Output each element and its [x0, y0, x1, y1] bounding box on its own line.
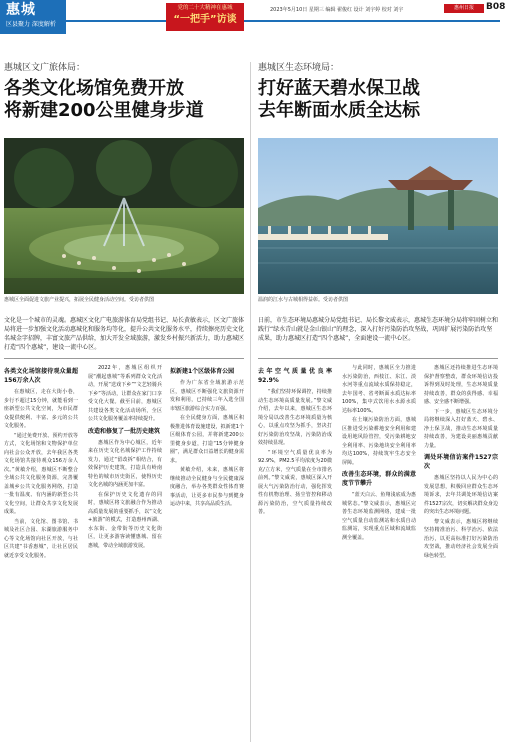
left-paragraph: 在惠城区，走在大街小巷，步行不超过15分钟，就能看到一座新型公共文化空间，为市民群众提供便利、丰富、多元的公共文化服务。 — [4, 389, 78, 429]
right-body-column-1 — [258, 364, 332, 744]
column-banner — [166, 3, 244, 31]
left-paragraph: 2022年，惠城区组织开展“潮起惠城”等系列群众文化活动，开展“送戏下乡”“文艺轻骑兵下乡”等活动，让群众在家门口享受文化大餐。截至目前，惠城区共建设各类文化活动场所，全区公共文化服务覆盖率持续提升。 — [88, 365, 162, 422]
issue-meta: 2023年5月10日 星期三 编辑 翟俊红 设计 刘宇婷 校对 刘宇 — [270, 7, 404, 13]
left-paragraph: 在全民健身方面，惠城区积极推进体育设施建设，拟新建1个区级体育公园，并将新建200公里健身步道，打造“15分钟健身圈”，满足群众日益增长的健身需求。 — [170, 415, 244, 464]
right-kicker: 惠城区生态环境局： — [258, 63, 340, 73]
left-body-column-1 — [4, 364, 78, 744]
section-logo-title: 惠城 — [6, 2, 36, 18]
right-paragraph: “我们坚持环保调控，持续推动生态环境高质量发展。”黎文威介绍，去年以来，惠城区生态环境分局以改善生态环境质量为核心，以重点攻坚为抓手，坚决打好污染防治攻坚战，污染防治成效持续显现。 — [258, 389, 332, 446]
left-photo-caption: 惠城区全面促进文旅产业提兴，拓展全民健身活动空间。受访者供图 — [4, 297, 155, 303]
right-article-header — [258, 62, 498, 122]
left-article-header — [4, 62, 244, 122]
right-article-photo — [258, 138, 498, 294]
left-kicker: 惠城区文广旅体局： — [4, 63, 86, 73]
left-lead-divider — [4, 358, 244, 359]
left-subheading-2: 改造和修复了一批历史建筑 — [88, 427, 161, 435]
left-headline-line-1: 各类文化场馆免费开放 — [4, 78, 184, 99]
left-paragraph: 在保护历史文化遗存的同时，惠城区将文旅融合作为推动高质量发展的重要抓手，以“文化+旅游”的模式，打造惠州西湖、水东街、金带街等历史文化街区，让更多游客读懂惠城、留在惠城，带动全域旅游发展。 — [88, 491, 162, 549]
left-paragraph: 当前，文化馆、图书馆、书城及社区合园、东湖旅游服务中心等文化场馆向社区开放，与社区共建“书香惠城”，让社区居民就近享受文化服务。 — [4, 518, 78, 559]
column-banner-subtitle: 党的二十大精神在惠城 — [177, 5, 233, 11]
right-paragraph: “蓝天白云、鱼翔浅底成为惠城常态。”黎文威表示，惠城区完善生态环境监测网络，建成一批空气质量自动监测站和水质自动监测站，实现重点区域和流域监测全覆盖。 — [342, 492, 416, 541]
right-paragraph: 惠城区还持续推进生态环境保护督察整改，群众环境信访投诉得到及时处理，生态环境质量持续改善，群众的获得感、幸福感、安全感不断增强。 — [424, 365, 498, 405]
right-lead-paragraph: 日前，市生态环境局惠城分局党组书记、局长黎文威表示，惠城生态环境分局将牢固树立和践行“绿水青山就是金山银山”的理念，深入打好污染防治攻坚战，巩固扩展污染防治攻坚成果，助力惠城区打造“四个惠城”，全面建设一流中心区。 — [258, 317, 499, 342]
right-lead-divider — [258, 358, 498, 359]
left-headline-line-2: 将新建200公里健身步道 — [4, 100, 204, 121]
left-paragraph: 黄敏介绍，未来，惠城区将继续推动全民健身与全民健康深度融合，举办各类群众性体育赛事活动，让更多市民参与到健身运动中来，共享高品质生活。 — [170, 467, 244, 507]
right-subheading-3: 调处环境信访案件1527宗次 — [424, 454, 498, 470]
right-body-column-3 — [424, 364, 498, 744]
masthead — [0, 0, 505, 34]
right-paragraph: 下一步，惠城区生态环境分局将继续深入打好蓝天、碧水、净土保卫战，推动生态环境质量持续改善，为建设美丽惠城贡献力量。 — [424, 408, 498, 449]
fountain-plaza-icon — [4, 138, 244, 294]
newspaper-tag: 惠州日报 — [444, 4, 484, 13]
left-paragraph: 作为广东省全域旅游示范区，惠城区不断强化文旅资源开发和利用，已持续三年入选全国市辖区旅游综合实力百强。 — [170, 380, 244, 412]
right-headline-line-2: 去年断面水质全达标 — [258, 100, 420, 121]
page-number: B08 — [486, 2, 505, 12]
left-lead-paragraph: 文化是一个城市的灵魂。惠城区文化广电旅游体育局党组书记、局长黄敏表示，区文广旅体局将进一步加强文化活动惠城化和服务均等化，提升公共文化服务水平，持续擦亮历史文化名城金字招牌，丰富文旅产品供给，加大开发全域旅游，激发乡村振兴新活力，助力惠城区打造“四个惠城”，建设一流中心区。 — [4, 317, 245, 351]
header-rule — [66, 20, 500, 22]
left-body-column-3 — [170, 364, 244, 744]
right-photo-caption: 温润的江水与古城相得益彰。受访者供图 — [258, 297, 349, 303]
section-logo-subtitle: 区县聚力 深度解析 — [6, 21, 56, 28]
right-paragraph: 与此同时，惠城区全力推进水污染防治，西枝江、东江、淡水河等重点流域水质保持稳定，去年国考、省考断面水质达标率100%，集中式饮用水水源水质达标率100%。 — [342, 365, 416, 414]
riverside-pavilion-icon — [258, 138, 498, 294]
section-logo — [0, 0, 66, 34]
right-subheading-1: 去年空气质量优良率92.9% — [258, 368, 332, 384]
right-paragraph: 在土壤污染防治方面，惠城区推进受污染耕地安全利用和建设用地风险管控，受污染耕地安全利用率、污染地块安全利用率均达100%，持续筑牢生态安全屏障。 — [342, 417, 416, 466]
column-divider — [250, 62, 251, 742]
left-body-column-2 — [88, 364, 162, 744]
left-subheading-3: 拟新建1个区级体育公园 — [170, 368, 235, 375]
right-subheading-2: 改善生态环境，群众的满意度节节攀升 — [342, 471, 416, 487]
right-paragraph: 黎文威表示，惠城区将继续坚持精准治污、科学治污、依法治污，以更高标准打好污染防治攻坚战，推动经济社会发展全面绿色转型。 — [424, 518, 498, 559]
right-headline-line-1: 打好蓝天碧水保卫战 — [258, 78, 420, 99]
right-paragraph: “环境空气质量优良率为92.9%，PM2.5平均浓度为20微克/立方米，空气质量在全市排名前列。”黎文威说，惠城区深入开展大气污染防治行动，强化挥发性有机物治理、扬尘管控和移动源污染防治，空气质量持续改善。 — [258, 449, 332, 515]
right-body-column-2 — [342, 364, 416, 744]
column-banner-title: “一把手”访谈 — [173, 14, 237, 25]
left-article-photo — [4, 138, 244, 294]
left-paragraph: 惠城区作为中心城区，近年来在历史文化名城保护工作持续发力，通过“留改拆”相结合，有效保护历史建筑，打造具有岭南特色的城市历史街区，使得历史文化名城的内涵更加丰富。 — [88, 439, 162, 488]
left-subheading-1: 各类文化场馆接待观众量超156万余人次 — [4, 368, 78, 384]
left-paragraph: “通过免费开放、预约开放等方式，文化场馆和文物保护单位向社会公众开放，去年我区各类文化场馆共接待观众156万余人次。”黄敏介绍，惠城区不断整合全域公共文化服务资源，完善覆盖城乡公共文化服务网络，打造一批有温度、有内涵的新型公共文化空间，让群众共享文化发展成果。 — [4, 432, 78, 515]
right-paragraph: 惠城区坚持以人民为中心的发展思想，积极回应群众生态环境诉求，去年共调处环境信访案件1527宗次，切实解决群众身边的突出生态环境问题。 — [424, 475, 498, 515]
